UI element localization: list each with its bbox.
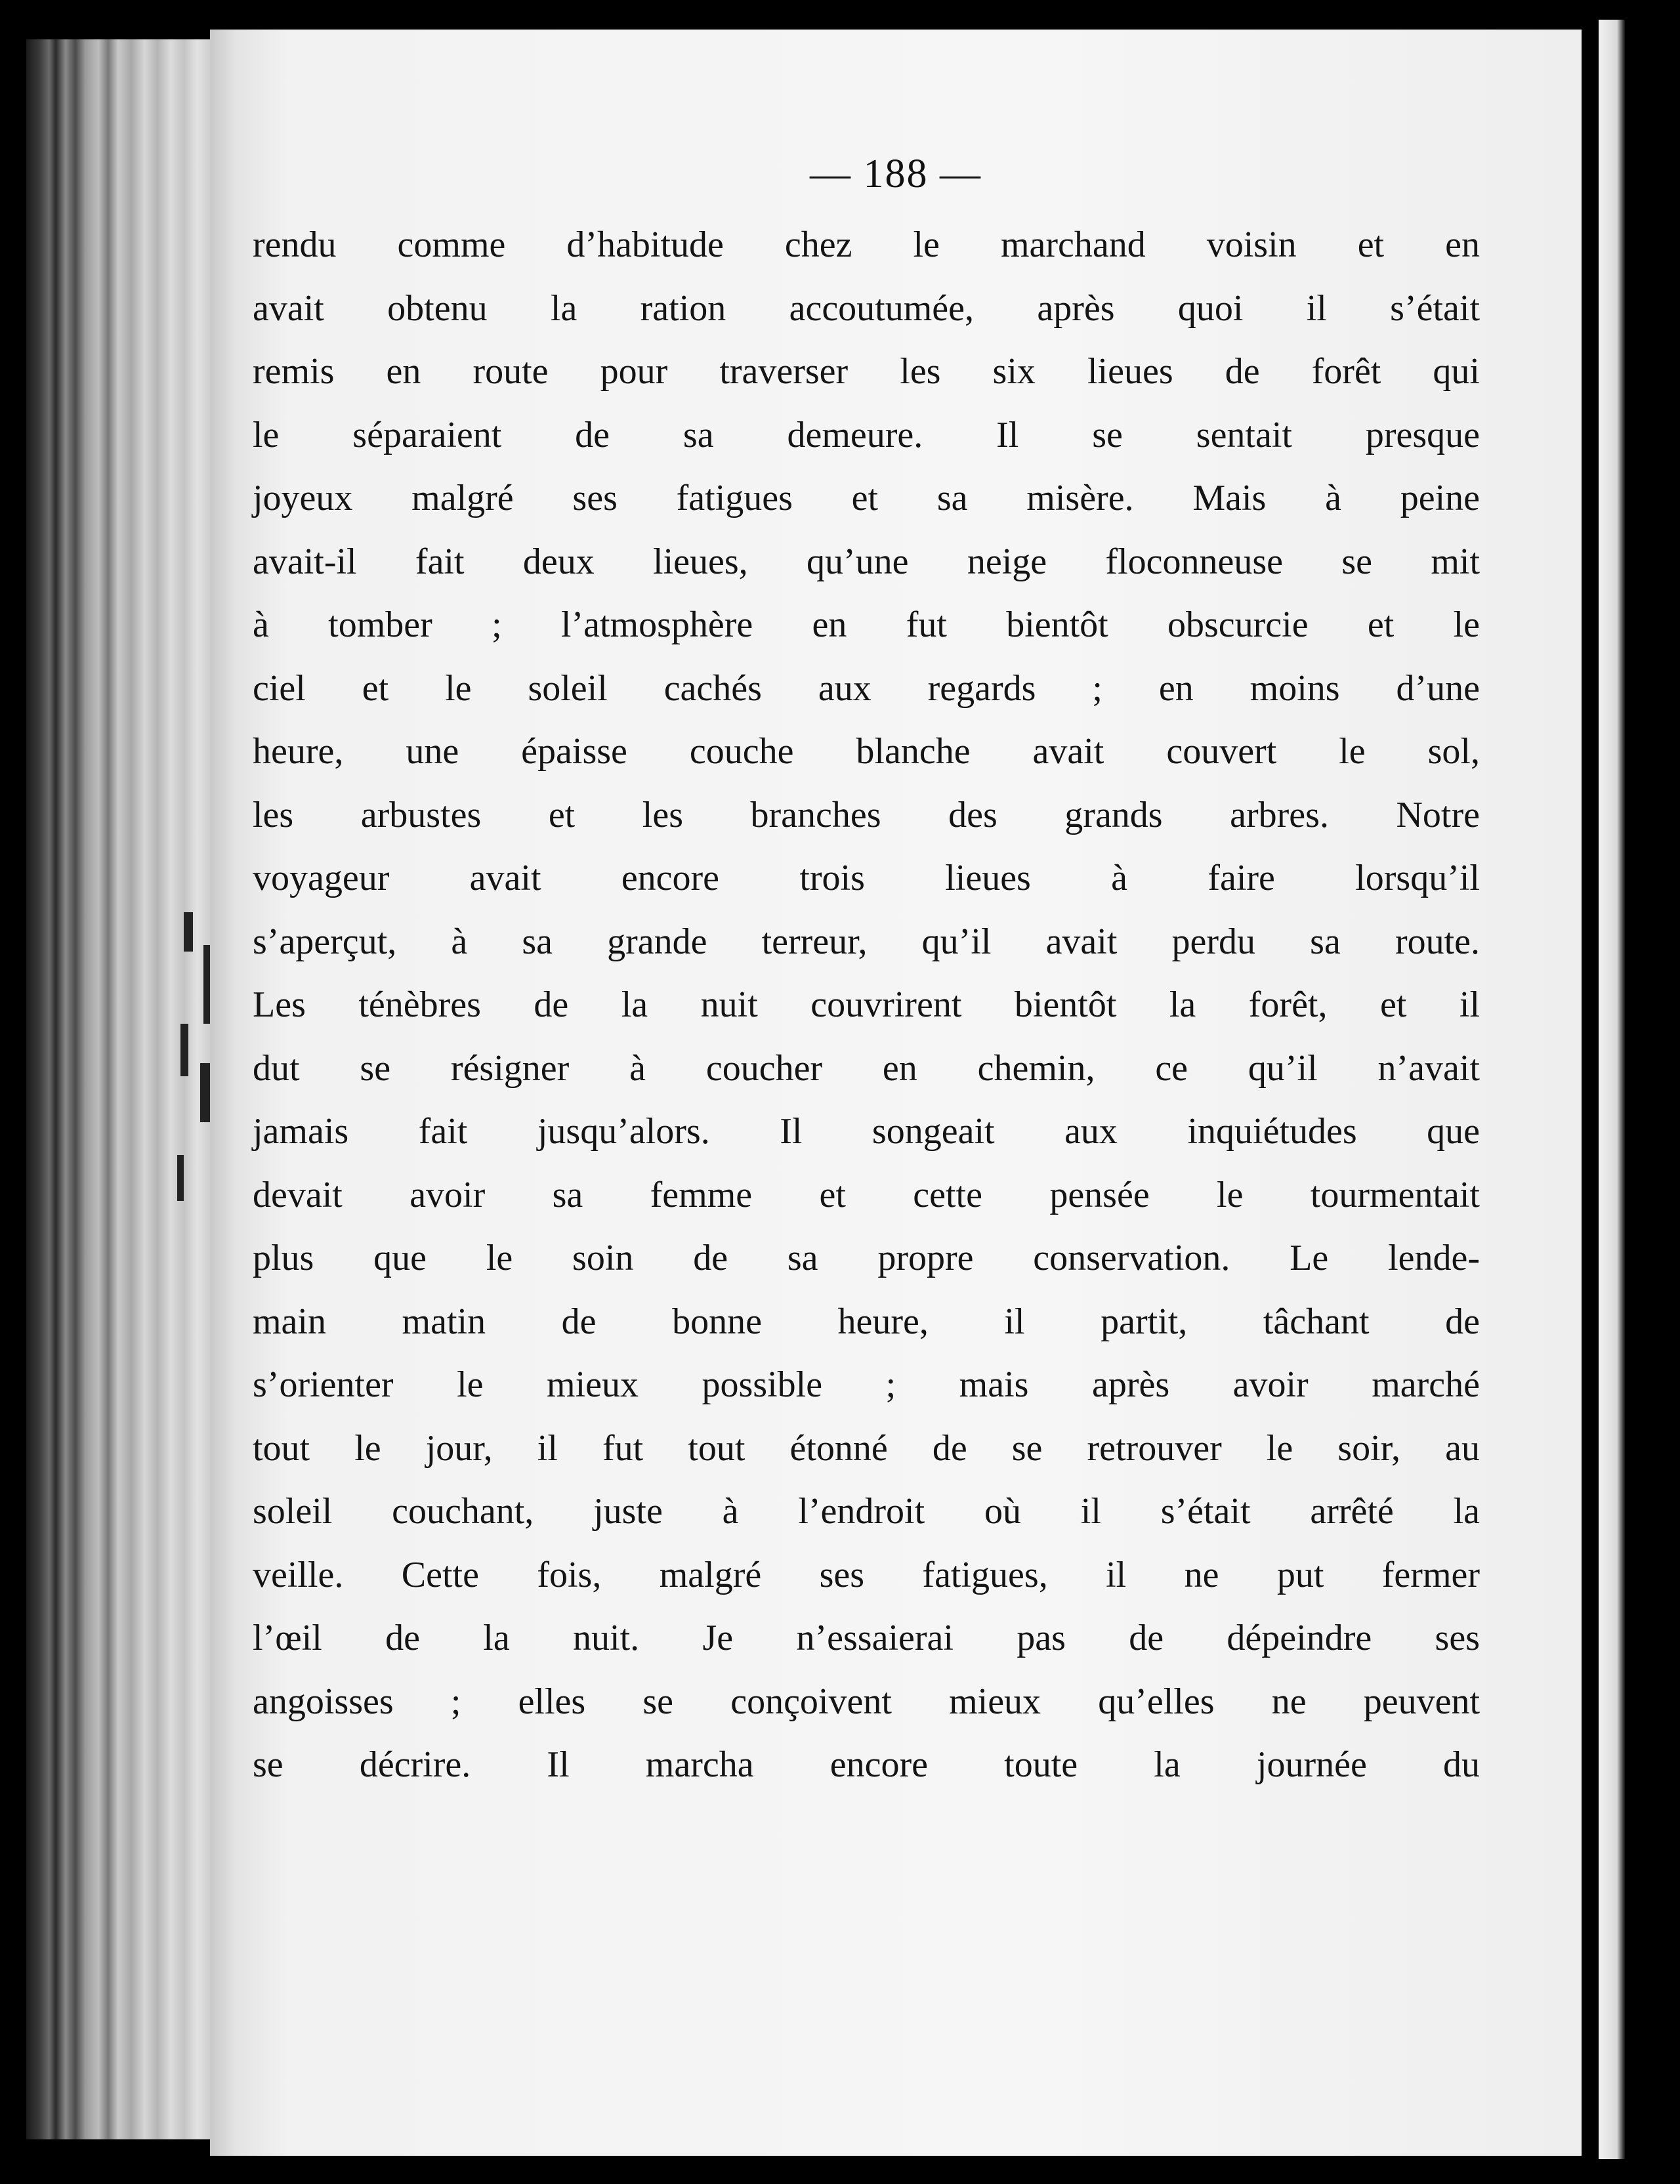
page-number: — 188 — [810,152,982,196]
edge-mark [203,945,210,1024]
text-line: plus que le soin de sa propre conservation. Le lende- [253,1238,1480,1278]
text-line: s’aperçut, à sa grande terreur, qu’il avait perdu sa route. [253,921,1480,962]
text-line: avait obtenu la ration accoutumée, après quoi il s’était [253,287,1480,329]
text-line: main matin de bonne heure, il partit, tâchant de [253,1301,1480,1342]
text-line: ciel et le soleil cachés aux regards ; en moins d’une [253,667,1480,709]
text-line: joyeux malgré ses fatigues et sa misère. Mais à peine [253,478,1480,518]
text-line: se décrire. Il marcha encore toute la journée du [253,1744,1480,1785]
text-line: angoisses ; elles se conçoivent mieux qu’elles ne peuvent [253,1681,1480,1722]
text-line: devait avoir sa femme et cette pensée le tourmentait [253,1174,1480,1215]
edge-mark [180,1024,188,1076]
text-line: l’œil de la nuit. Je n’essaierai pas de dépeindre ses [253,1618,1480,1658]
body-text [253,213,1480,1797]
text-line: heure, une épaisse couche blanche avait couvert le sol, [253,731,1480,772]
left-page-edges [26,39,223,2139]
edge-mark [200,1063,211,1122]
text-line: voyageur avait encore trois lieues à faire lorsqu’il [253,858,1480,898]
text-line: soleil couchant, juste à l’endroit où il s’était arrêté la [253,1491,1480,1532]
text-line: s’orienter le mieux possible ; mais après avoir marché [253,1364,1480,1405]
text-line: Les ténèbres de la nuit couvrirent bientôt la forêt, et il [253,984,1480,1025]
text-line: rendu comme d’habitude chez le marchand voisin et en [253,224,1480,265]
text-line: les arbustes et les branches des grands arbres. Notre [253,794,1480,835]
text-line: tout le jour, il fut tout étonné de se retrouver le soir, au [253,1427,1480,1469]
text-line: dut se résigner à coucher en chemin, ce qu’il n’avait [253,1047,1480,1089]
edge-mark [177,1155,184,1201]
text-line: jamais fait jusqu’alors. Il songeait aux inquiétudes que [253,1111,1480,1152]
text-line: avait-il fait deux lieues, qu’une neige floconneuse se mit [253,541,1480,582]
right-page-edge [1599,20,1625,2159]
text-line: veille. Cette fois, malgré ses fatigues, il ne put fermer [253,1554,1480,1595]
text-line: le séparaient de sa demeure. Il se sentait presque [253,414,1480,455]
text-line: remis en route pour traverser les six lieues de forêt qui [253,351,1480,392]
text-line: à tomber ; l’atmosphère en fut bientôt obscurcie et le [253,604,1480,645]
edge-mark [184,912,193,952]
